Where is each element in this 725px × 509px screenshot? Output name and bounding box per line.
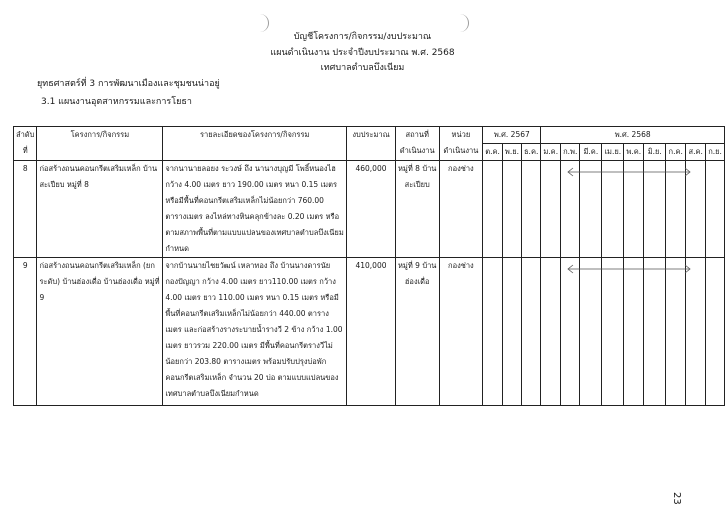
- month-header: ต.ค.: [483, 144, 503, 161]
- row-unit: กองช่าง: [439, 161, 483, 258]
- month-header: พ.ค.: [624, 144, 644, 161]
- month-header: ธ.ค.: [521, 144, 540, 161]
- row-detail: จากบ้านนายไชยวัฒน์ เหลาทอง ถึง บ้านนางดารนัย กองปัญญา กว้าง 4.00 เมตร ยาว110.00 เมตร กว้าง 4.00 เมตร ยาว 110.00 เมตร หนา 0.15 เมตร หรือมีพื้นที่คอนกรีตเสริมเหล็กไม่น้อยกว่า 440.00 ตารางเมตร และก่อสร้างรางระบายน้ำรางวี 2 ข้าง กว้าง 1.00 เมตร ยาวรวม 220.00 เมตร มีพื้นที่คอนกรีตรางวีไม่น้อยกว่า 203.80 ตารางเมตร พร้อมปรับปรุงบ่อพักคอนกรีตเสริมเหล็ก จำนวน 20 บ่อ ตามแบบแปลนของเทศบาลตำบลบึงเนียมกำหนด: [163, 258, 347, 406]
- header-project: โครงการ/กิจกรรม: [37, 127, 163, 161]
- header-no: ลำดับที่: [14, 127, 37, 161]
- row-no: 8: [14, 161, 37, 258]
- month-header: เม.ย.: [602, 144, 624, 161]
- header-unit: หน่วยดำเนินงาน: [439, 127, 483, 161]
- header-detail: รายละเอียดของโครงการ/กิจกรรม: [163, 127, 347, 161]
- month-header: ก.พ.: [561, 144, 580, 161]
- row-project: ก่อสร้างถนนคอนกรีตเสริมเหล็ก (ยกระดับ) บ้านฮ่องเดื่อ บ้านฮ่องเดื่อ หมู่ที่ 9: [37, 258, 163, 406]
- row-place: หมู่ที่ 8 บ้านสะเปียบ: [395, 161, 439, 258]
- subplan-heading: 3.1 แผนงานอุตสาหกรรมและการโยธา: [41, 97, 192, 107]
- document-subtitle: แผนดำเนินงาน ประจำปีงบประมาณ พ.ศ. 2568: [270, 48, 455, 58]
- row-budget: 410,000: [347, 258, 396, 406]
- row-no: 9: [14, 258, 37, 406]
- month-header: ก.ค.: [666, 144, 686, 161]
- header-year-2568: พ.ศ. 2568: [541, 127, 725, 144]
- header-place: สถานที่ดำเนินงาน: [395, 127, 439, 161]
- organization-name: เทศบาลตำบลบึงเนียม: [320, 63, 405, 73]
- row-detail: จากนานายลอยง ระวงษ์ ถึง นานางบุญมี โพธิ์หนองไฮ กว้าง 4.00 เมตร ยาว 190.00 เมตร หนา 0.15 เมตร หรือมีพื้นที่คอนกรีตเสริมเหล็กไม่น้อยกว่า 760.00 ตารางเมตร ลงไหล่ทางหินคลุกข้างละ 0.20 เมตร หรือตามสภาพพื้นที่ตามแบบแปลนของเทศบาลตำบลบึงเนียมกำหนด: [163, 161, 347, 258]
- document-title: บัญชีโครงการ/กิจกรรม/งบประมาณ: [293, 32, 432, 42]
- header-budget: งบประมาณ: [347, 127, 396, 161]
- row-place: หมู่ที่ 9 บ้านฮ่องเดื่อ: [395, 258, 439, 406]
- month-header: ก.ย.: [706, 144, 725, 161]
- project-plan-table: [13, 126, 725, 406]
- table-row: [14, 161, 725, 258]
- table-row: [14, 258, 725, 406]
- row-budget: 460,000: [347, 161, 396, 258]
- month-header: ม.ค.: [541, 144, 561, 161]
- strategy-heading: ยุทธศาสตร์ที่ 3 การพัฒนาเมืองและชุมชนน่าอยู่: [37, 79, 220, 89]
- month-header: พ.ย.: [502, 144, 521, 161]
- month-header: ส.ค.: [686, 144, 706, 161]
- row-project: ก่อสร้างถนนคอนกรีตเสริมเหล็ก บ้านสะเปียบ หมู่ที่ 8: [37, 161, 163, 258]
- month-header: มิ.ย.: [644, 144, 666, 161]
- row-unit: กองช่าง: [439, 258, 483, 406]
- header-year-2567: พ.ศ. 2567: [483, 127, 541, 144]
- page-number: 23: [671, 492, 682, 505]
- month-header: มี.ค.: [580, 144, 602, 161]
